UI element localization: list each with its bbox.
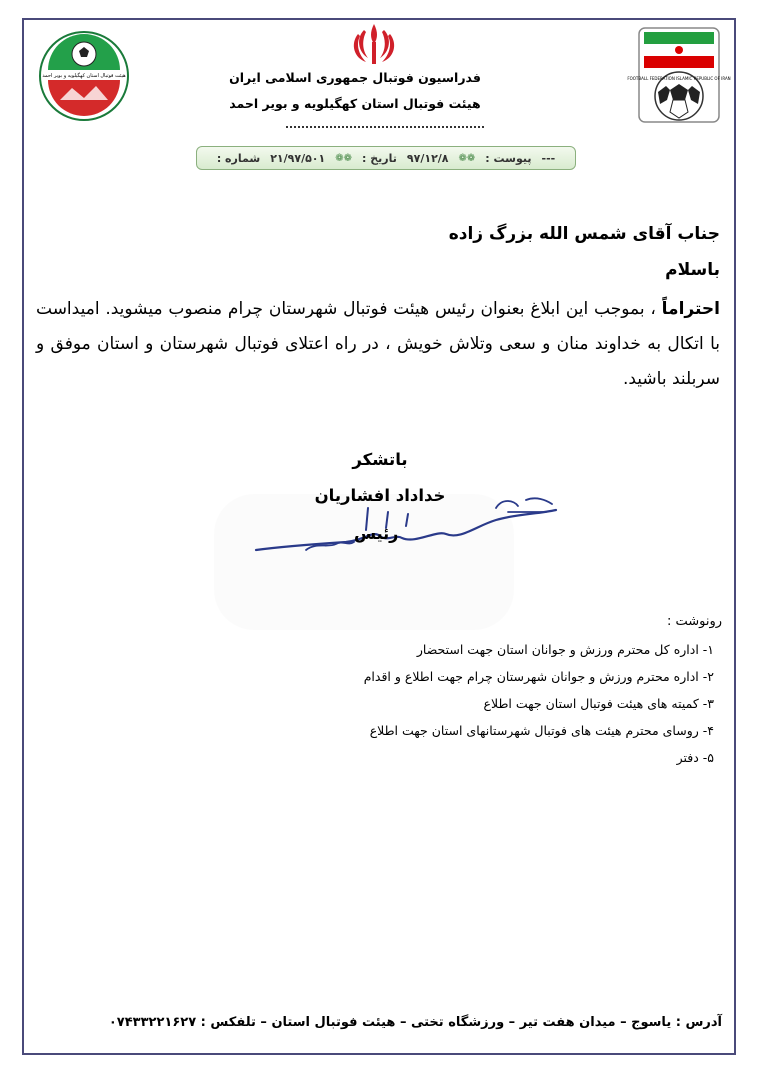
cc-list [364,636,714,771]
provincial-board-logo [38,30,130,122]
ref-date-label: تاریخ : [362,151,397,165]
cc-label: رونوشت : [666,614,722,629]
ref-separator: ❁❁ [458,152,476,164]
letter-body [36,292,720,397]
cc-item: ۵- دفتر [676,750,714,765]
ref-number-label: شماره : [216,151,261,165]
ref-attach-value: --- [541,151,556,165]
footer-address: آدرس : یاسوج – میدان هفت تیر – ورزشگاه تختی – هیئت فوتبال استان – تلفکس : ۰۷۴۳۳۲۲۱۶۲۷ [108,1015,722,1030]
federation-name: فدراسیون فوتبال جمهوری اسلامی ایران [229,70,481,85]
reference-bar [196,146,576,170]
federation-logo [627,26,731,124]
cc-item: ۱- اداره کل محترم ورزش و جوانان استان جهت استحضار [416,642,714,657]
addressee: جناب آقای شمس الله بزرگ زاده [448,224,720,244]
body-lead: احتراماً [661,299,720,319]
ref-number-value: ۲۱/۹۷/۵۰۱ [270,151,326,165]
cc-item: ۲- اداره محترم ورزش و جوانان شهرستان چرام جهت اطلاع و اقدام [363,669,714,684]
signatory-title: رئیس [354,524,399,543]
federation-logo-text: FOOTBALL FEDERATION ISLAMIC REPUBLIC OF IRAN [627,76,731,81]
provincial-board-name: هیئت فوتبال استان کهگیلویه و بویر احمد [229,96,481,111]
ref-attach-label: پیوست : [485,151,532,165]
ref-date-value: ۹۷/۱۲/۸ [406,151,449,165]
greeting: باسلام [665,260,720,280]
ref-separator: ❁❁ [335,152,353,164]
body-text: ، بموجب این ابلاغ بعنوان رئیس هیئت فوتبال شهرستان چرام منصوب میشوید. امیداست با اتکال به خداوند منان و سعی وتلاش خویش ، در راه اعتلای فوتبال شهرستان و استان موفق و سربلند باشید. [36,299,720,389]
closing-thanks: باتشکر [352,450,408,469]
header-divider [286,126,484,130]
national-emblem-icon [350,22,398,66]
signatory-name: خداداد افشاریان [314,486,446,505]
cc-item: ۳- کمیته های هیئت فوتبال استان جهت اطلاع [483,696,714,711]
handwritten-signature [246,490,566,562]
provincial-board-logo-text: هیئت فوتبال استان کهگیلویه و بویر احمد [42,73,126,79]
cc-item: ۴- روسای محترم هیئت های فوتبال شهرستانهای استان جهت اطلاع [369,723,714,738]
